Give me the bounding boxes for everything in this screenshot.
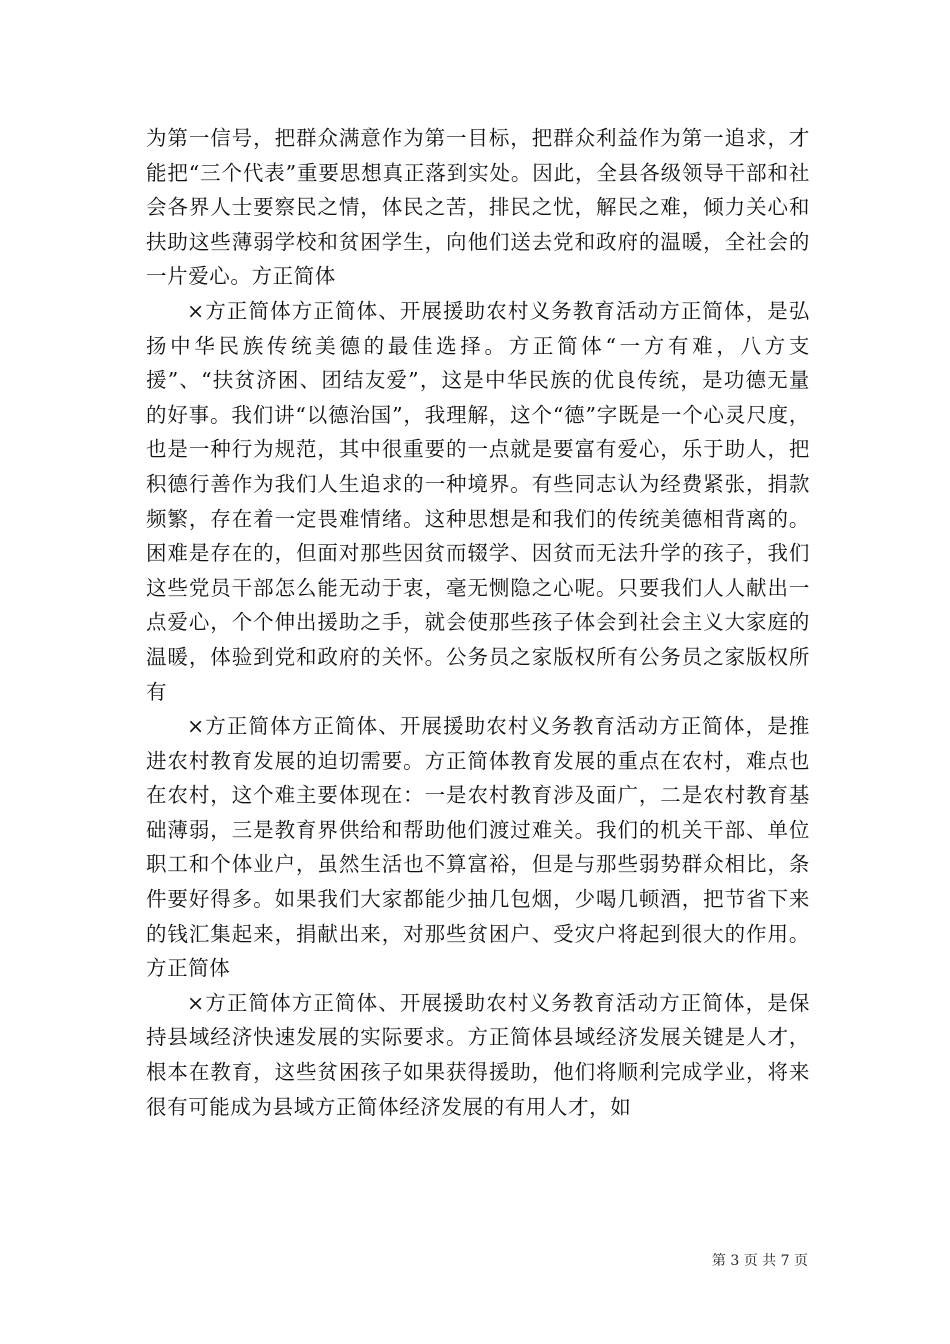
paragraph-1: 为第一信号，把群众满意作为第一目标，把群众利益作为第一追求，才能把“三个代表”重要思想真正落到实处。因此，全县各级领导干部和社会各界人士要察民之情，体民之苦，排民之忧，解民之难，倾力关心和扶助这些薄弱学校和贫困学生，向他们送去党和政府的温暖，全社会的一片爱心。方正简体	[146, 126, 810, 289]
paragraph-3: ×方正简体方正简体、开展援助农村义务教育活动方正简体，是推进农村教育发展的迫切需要。方正简体教育发展的重点在农村，难点也在农村，这个难主要体现在：一是农村教育涉及面广，二是农村教育基础薄弱，三是教育界供给和帮助他们渡过难关。我们的机关干部、单位职工和个体业户，虽然生活也不算富裕，但是与那些弱势群众相比，条件要好得多。如果我们大家都能少抽几包烟，少喝几顿酒，把节省下来的钱汇集起来，捐献出来，对那些贫困户、受灾户将起到很大的作用。方正简体	[146, 714, 810, 981]
paragraph-4: ×方正简体方正简体、开展援助农村义务教育活动方正简体，是保持县域经济快速发展的实际要求。方正简体县域经济发展关键是人才，根本在教育，这些贫困孩子如果获得援助，他们将顺利完成学业，将来很有可能成为县域方正简体经济发展的有用人才，如	[146, 990, 810, 1119]
document-body	[146, 121, 810, 1124]
paragraph-2: ×方正简体方正简体、开展援助农村义务教育活动方正简体，是弘扬中华民族传统美德的最佳选择。方正简体“一方有难，八方支援”、“扶贫济困、团结友爱”，这是中华民族的优良传统，是功德无量的好事。我们讲“以德治国”，我理解，这个“德”字既是一个心灵尺度，也是一种行为规范，其中很重要的一点就是要富有爱心，乐于助人，把积德行善作为我们人生追求的一种境界。有些同志认为经费紧张，捐款频繁，存在着一定畏难情绪。这种思想是和我们的传统美德相背离的。困难是存在的，但面对那些因贫而辍学、因贫而无法升学的孩子，我们这些党员干部怎么能无动于衷，毫无恻隐之心呢。只要我们人人献出一点爱心，个个伸出援助之手，就会使那些孩子体会到社会主义大家庭的温暖，体验到党和政府的关怀。公务员之家版权所有公务员之家版权所有	[146, 298, 810, 704]
page-number-footer: 第 3 页 共 7 页	[711, 1253, 808, 1269]
